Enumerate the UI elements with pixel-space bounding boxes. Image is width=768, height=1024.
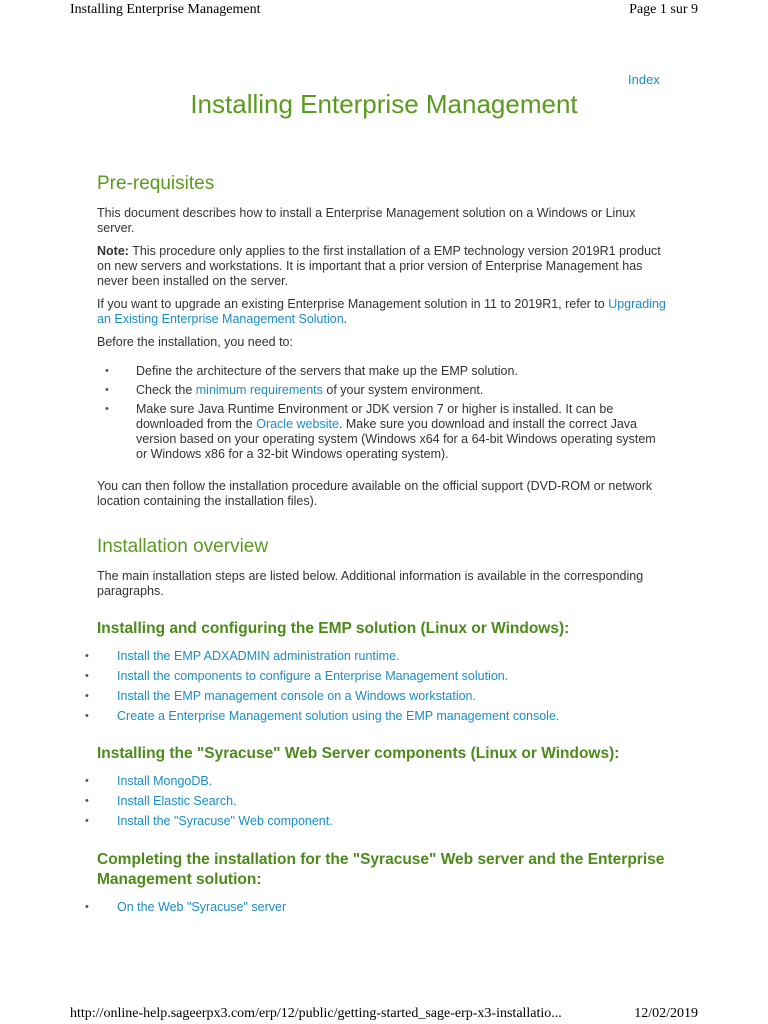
item2-post: of your system environment. <box>322 383 484 397</box>
list-item <box>85 774 669 789</box>
item3-pre: Make sure Java Runtime Environment or JDK version 7 or higher is installed. It can be downloaded from the <box>136 402 614 431</box>
upgrade-end: . <box>343 312 348 326</box>
item2-pre: Check the <box>136 383 196 397</box>
print-header <box>70 0 698 20</box>
create-solution-link[interactable]: Create a Enterprise Management solution using the EMP management console. <box>117 709 560 723</box>
main-content <box>97 172 669 920</box>
print-header-page: Page 1 sur 9 <box>629 2 698 17</box>
list-item <box>85 669 669 684</box>
install-console-link[interactable]: Install the EMP management console on a Windows workstation. <box>117 689 476 703</box>
emp-heading: Installing and configuring the EMP solution (Linux or Windows): <box>97 620 570 637</box>
install-components-link[interactable]: Install the components to configure a Enterprise Management solution. <box>117 669 509 683</box>
page-title: Installing Enterprise Management <box>190 89 578 119</box>
install-elastic-link[interactable]: Install Elastic Search. <box>117 794 237 808</box>
list-item <box>97 383 669 398</box>
completing-list <box>85 900 669 915</box>
install-adxadmin-link[interactable]: Install the EMP ADXADMIN administration runtime. <box>117 649 400 663</box>
syracuse-heading: Installing the "Syracuse" Web Server components (Linux or Windows): <box>97 745 620 762</box>
prereq-heading: Pre-requisites <box>97 173 215 194</box>
print-footer <box>70 1004 698 1024</box>
prereq-intro: This document describes how to install a Enterprise Management solution on a Windows or Linux server. <box>97 206 636 235</box>
list-item <box>85 900 669 915</box>
before-text: Before the installation, you need to: <box>97 335 293 349</box>
emp-list <box>85 649 669 724</box>
note-label: Note: <box>97 244 129 258</box>
overview-heading: Installation overview <box>97 536 269 557</box>
prereq-list <box>97 364 669 462</box>
list-item <box>85 649 669 664</box>
install-mongodb-link[interactable]: Install MongoDB. <box>117 774 213 788</box>
list-item <box>85 794 669 809</box>
follow-text: You can then follow the installation procedure available on the official support (DVD-ROM or network location containing the installation files). <box>97 479 653 508</box>
print-footer-date: 12/02/2019 <box>634 1006 698 1021</box>
index-link[interactable]: Index <box>628 72 660 87</box>
upgrade-link[interactable]: Upgrading an Existing Enterprise Management Solution <box>97 297 666 326</box>
completing-heading: Completing the installation for the "Syracuse" Web server and the Enterprise Management solution: <box>97 851 665 888</box>
upgrade-paragraph <box>97 297 669 327</box>
list-item <box>97 402 669 462</box>
minimum-requirements-link[interactable]: minimum requirements <box>195 383 323 397</box>
list-item <box>85 709 669 724</box>
item3-post: . Make sure you download and install the correct Java version based on your operating system (Windows x64 for a 64-bit Windows operating system or Windows x86 for a 32-bit Windows operating system). <box>136 417 656 461</box>
install-syracuse-link[interactable]: Install the "Syracuse" Web component. <box>117 814 333 828</box>
prereq-item-architecture: Define the architecture of the servers that make up the EMP solution. <box>136 364 518 378</box>
overview-intro: The main installation steps are listed below. Additional information is available in the corresponding paragraphs. <box>97 569 644 598</box>
print-footer-url: http://online-help.sageerpx3.com/erp/12/public/getting-started_sage-erp-x3-installatio... <box>70 1006 562 1021</box>
list-item <box>85 814 669 829</box>
note-paragraph <box>97 244 669 289</box>
note-text: This procedure only applies to the first installation of a EMP technology version 2019R1 product on new servers and workstations. It is important that a prior version of Enterprise Management has never been installed on the server. <box>97 244 661 288</box>
list-item <box>85 689 669 704</box>
syracuse-list <box>85 774 669 829</box>
list-item <box>97 364 669 379</box>
web-syracuse-server-link[interactable]: On the Web "Syracuse" server <box>117 900 287 914</box>
upgrade-text: If you want to upgrade an existing Enterprise Management solution in 11 to 2019R1, refer to <box>97 297 609 311</box>
oracle-website-link[interactable]: Oracle website <box>256 417 339 431</box>
print-header-title: Installing Enterprise Management <box>70 2 261 17</box>
